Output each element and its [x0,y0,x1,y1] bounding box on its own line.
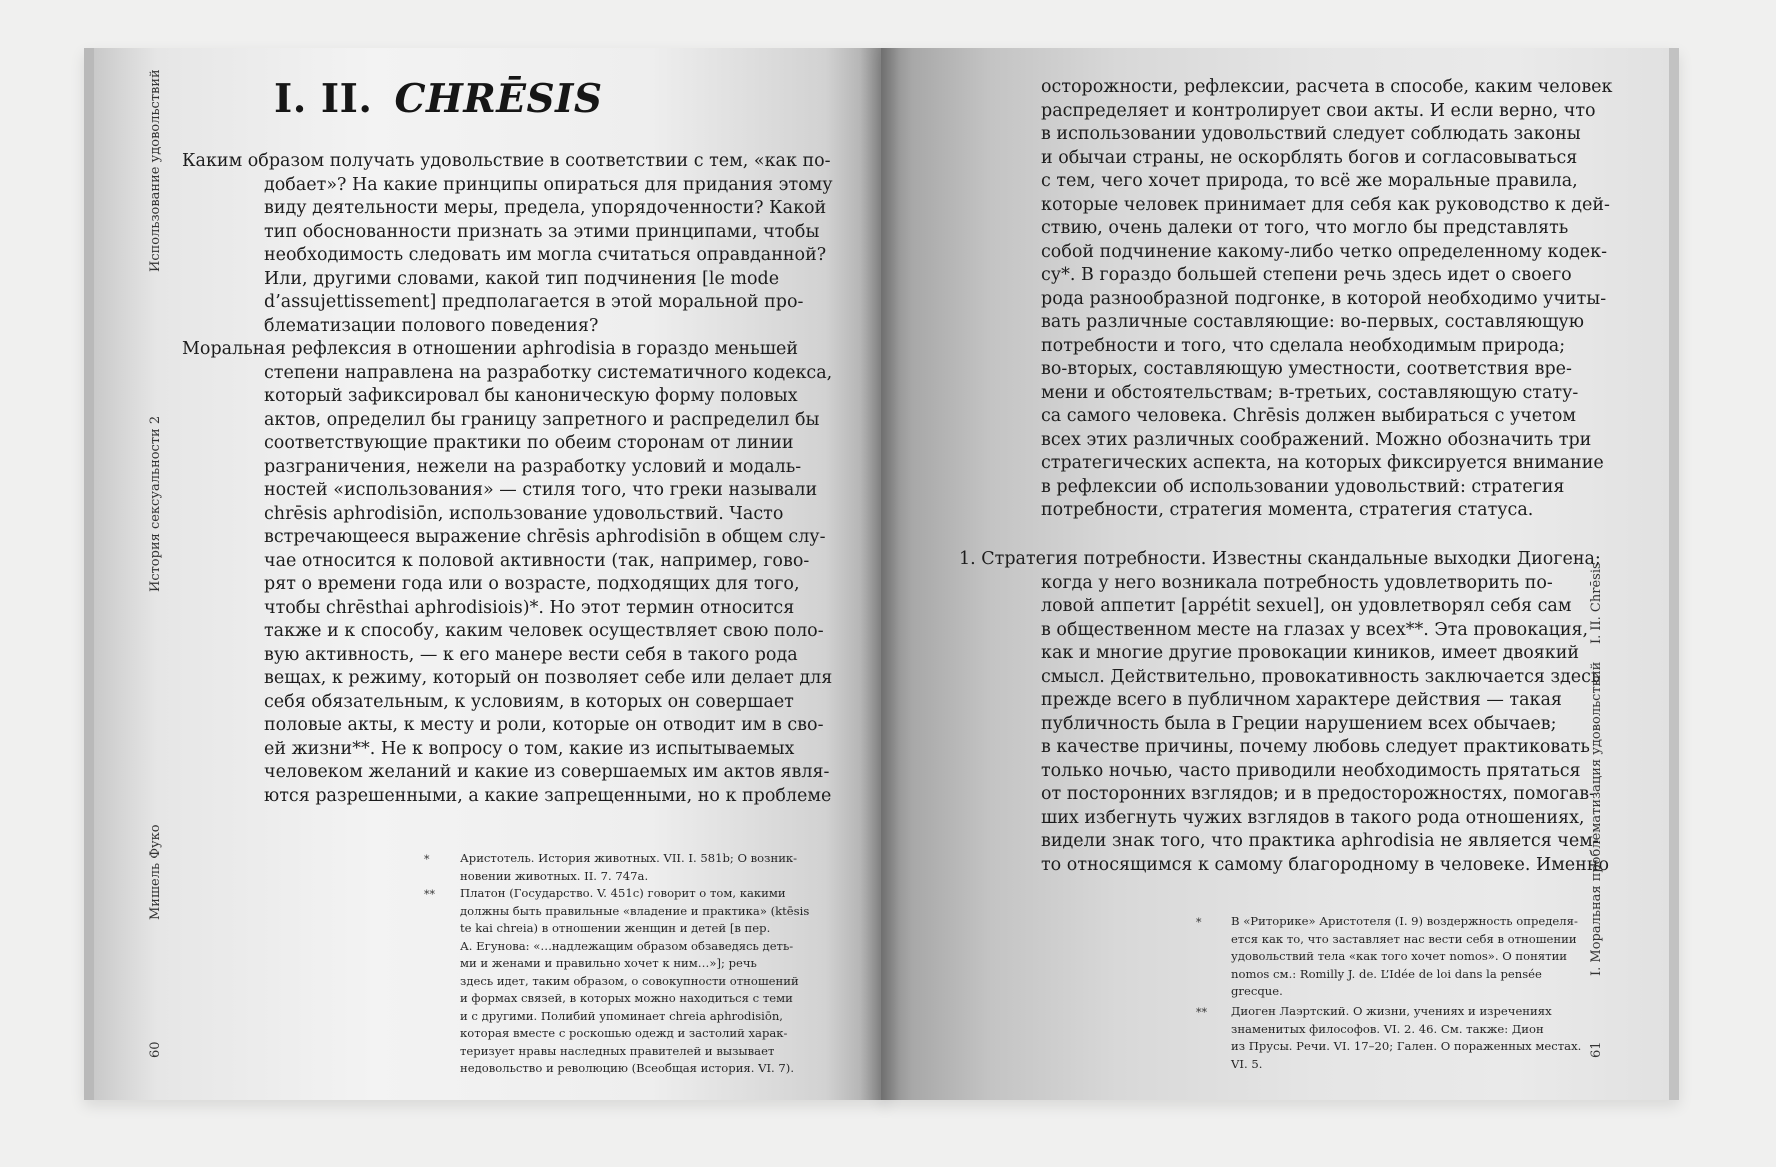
text-line: 1. Стратегия потребности. Известны скандальные выходки Диогена; [959,549,1601,569]
text-line: Моральная рефлексия в отношении aphrodisia в гораздо меньшей [182,339,798,359]
page-number: 61 [1589,1041,1604,1058]
text-line: прежде всего в публичном характере действия — такая [1041,690,1562,710]
footnote-line: которая вместе с роскошью одежд и застолий харак- [460,1026,788,1040]
text-line: вещах, к режиму, который он позволяет себе или делает для [264,668,833,688]
footnote-line: и с другими. Полибий упоминает chreia aphrodisiōn, [460,1008,783,1023]
text-line: рода разнообразной подгонке, в которой необходимо учиты- [1041,288,1607,309]
text-line: в использовании удовольствий следует соблюдать законы [1041,124,1581,144]
running-head-part: I. Моральная проблематизация удовольствий [1589,661,1604,976]
paragraph-1 [182,150,833,338]
running-head-chapter: I. II. Chrēsis [1589,562,1604,644]
text-line: чае относится к половой активности (так, например, гово- [264,550,810,571]
text-line: половые акты, к месту и роли, которые он отводит им в сво- [264,715,824,735]
running-head-middle: История сексуальности 2 [148,415,163,592]
text-line: актов, определил бы границу запретного и распределил бы [264,409,820,430]
text-line: как и многие другие провокации киников, имеет двоякий [1041,643,1580,663]
text-line: стратегических аспекта, на которых фиксируется внимание [1041,453,1604,473]
text-line: Или, другими словами, какой тип подчинения [le mode [264,268,780,289]
footnote-line: nomos см.: Romilly J. de. L’Idée de loi dans la pensée [1231,966,1542,981]
chapter-word: CHRĒSIS [394,76,603,122]
text-line: публичность была в Греции нарушением всех обычаев; [1041,713,1557,734]
text-line: Каким образом получать удовольствие в соответствии с тем, «как по- [182,151,831,171]
text-line: встречающееся выражение chrēsis aphrodisiōn в общем слу- [264,527,826,547]
text-line: себя обязательным, к условиям, в которых он совершает [264,691,794,712]
right-page [881,48,1679,1100]
footnote-line: и формах связей, в которых можно находиться с теми [460,991,793,1005]
text-line: и обычаи страны, не оскорблять богов и согласовываться [1041,147,1578,168]
text-line: ших избегнуть чужих взглядов в такого рода отношениях, [1041,807,1585,828]
footnote-line: ми и женами и правильно хочет к ним…»]; речь [460,956,757,970]
text-line: су*. В гораздо большей степени речь здесь идет о своего [1041,265,1572,285]
text-line: ловой аппетит [appétit sexuel], он удовлетворял себя сам [1041,596,1572,616]
running-head-top: Использование удовольствий [148,69,163,272]
text-line: человеком желаний и какие из совершаемых им актов явля- [264,762,830,782]
text-line: блематизации полового поведения? [264,315,599,336]
text-line: мени и обстоятельствам; в-третьих, составляющую стату- [1041,382,1579,403]
footnote-line: Платон (Государство. V. 451c) говорит о том, какими [460,886,786,900]
text-line: осторожности, рефлексии, расчета в способе, каким человек [1041,77,1613,97]
text-line: всех этих различных соображений. Можно обозначить три [1041,429,1592,450]
footnote-line: новении животных. II. 7. 747a. [460,868,649,883]
chapter-number: I. II. [274,76,373,122]
text-line: вую активность, — к его манере вести себя в такого рода [264,644,798,665]
footnote-line: должны быть правильные «владение и практика» (ktēsis [460,903,810,918]
footnote-line: В «Риторике» Аристотеля (I. 9) воздержность определя- [1231,914,1578,928]
text-line: необходимость следовать им могла считаться оправданной? [264,245,827,265]
footnote-marker: * [424,853,430,866]
footnote-2 [460,885,809,1078]
footnote-line: здесь идет, таким образом, о совокупности отношений [460,973,799,988]
text-line: в рефлексии об использовании удовольствий: стратегия [1041,476,1565,497]
text-line: соответствующие практики по обеим сторонам от линии [264,433,794,453]
text-line: ствию, очень далеки от того, что могло бы представлять [1041,218,1569,238]
text-line: распределяет и контролирует свои акты. И если верно, что [1041,100,1596,121]
text-line: потребности и того, что сделала необходимым природа; [1041,335,1566,356]
text-line: рят о времени года или о возрасте, подходящих для того, [264,574,800,594]
text-line: от посторонних взглядов; и в предосторожностях, помогав- [1041,784,1595,804]
footnote-line: Аристотель. История животных. VII. I. 581b; О возник- [460,851,798,865]
footnote-1 [1231,913,1578,1001]
text-line: chrēsis aphrodisiōn, использование удовольствий. Часто [264,503,784,524]
footnote-line: VI. 5. [1231,1056,1263,1071]
text-line: то относящимся к самому благородному в человеке. Именно [1041,854,1610,875]
footnote-line: grecque. [1231,984,1283,998]
footnote-marker: ** [1196,1006,1207,1019]
text-line: ются разрешенными, а какие запрещенными, но к проблеме [264,785,832,806]
footnote-line: А. Егунова: «…надлежащим образом обзаведясь деть- [460,938,794,953]
text-line: которые человек принимает для себя как руководство к дей- [1041,194,1610,215]
text-line: во-вторых, составляющую уместности, соответствия вре- [1041,359,1572,379]
footnote-line: удовольствий тела «как того хочет nomos». О понятии [1231,949,1568,963]
text-line: который зафиксировал бы каноническую форму половых [264,386,798,406]
footnote-2 [1231,1003,1581,1073]
text-line: в качестве причины, почему любовь следует практиковать [1041,737,1590,757]
text-line: d’assujettissement] предполагается в этой моральной про- [264,292,804,312]
footnote-line: ется как то, что заставляет нас вести себя в отношении [1231,931,1577,946]
footnote-line: недовольство и революцию (Всеобщая история. VI. 7). [460,1061,795,1075]
text-line: также и к способу, каким человек осуществляет свою поло- [264,621,824,641]
text-line: только ночью, часто приводили необходимость прятаться [1041,760,1581,781]
text-line: в общественном месте на глазах у всех**. Эта провокация, [1041,619,1589,640]
text-line: с тем, чего хочет природа, то всё же моральные правила, [1041,171,1578,191]
text-line: чтобы chrēsthai aphrodisiois)*. Но этот термин относится [264,597,795,618]
text-line: собой подчинение какому-либо четко определенному кодек- [1041,241,1607,262]
text-line: виду деятельности меры, предела, упорядоченности? Какой [264,198,827,218]
left-page [84,48,889,1100]
text-line: ей жизни**. Не к вопросу о том, какие из испытываемых [264,738,795,759]
footnote-1 [460,850,797,885]
text-line: са самого человека. Chrēsis должен выбираться с учетом [1041,406,1576,426]
text-line: степени направлена на разработку систематичного кодекса, [264,362,833,383]
footnote-marker: * [1196,916,1202,929]
paragraph-2 [182,338,832,808]
running-head-bottom: Мишель Фуко [148,824,163,920]
footnote-marker: ** [424,888,435,901]
text-line: вать различные составляющие: во-первых, составляющую [1041,312,1584,332]
text-line: разграничения, нежели на разработку условий и модаль- [264,456,802,477]
page-number: 60 [148,1041,163,1058]
chapter-title [274,76,603,122]
text-line: смысл. Действительно, провокативность заключается здесь [1041,666,1601,687]
paragraph-2 [959,548,1609,877]
footnote-line: знаменитых философов. VI. 2. 46. См. также: Дион [1231,1021,1544,1036]
text-line: добает»? На какие принципы опираться для придания этому [264,174,833,195]
text-line: тип обоснованности признать за этими принципами, чтобы [264,221,820,242]
text-line: видели знак того, что практика aphrodisia не является чем- [1041,831,1599,851]
footnote-line: теризует нравы наследных правителей и вызывает [460,1043,775,1058]
footnote-line: te kai chreia) в отношении женщин и детей [в пер. [460,921,771,935]
footnote-line: Диоген Лаэртский. О жизни, учениях и изречениях [1231,1004,1552,1018]
text-line: ностей «использования» — стиля того, что греки называли [264,480,818,500]
text-line: потребности, стратегия момента, стратегия статуса. [1041,500,1534,520]
text-line: когда у него возникала потребность удовлетворить по- [1041,572,1553,593]
footnote-line: из Прусы. Речи. VI. 17–20; Гален. О пораженных местах. [1231,1039,1582,1053]
paragraph-1 [1041,76,1612,523]
